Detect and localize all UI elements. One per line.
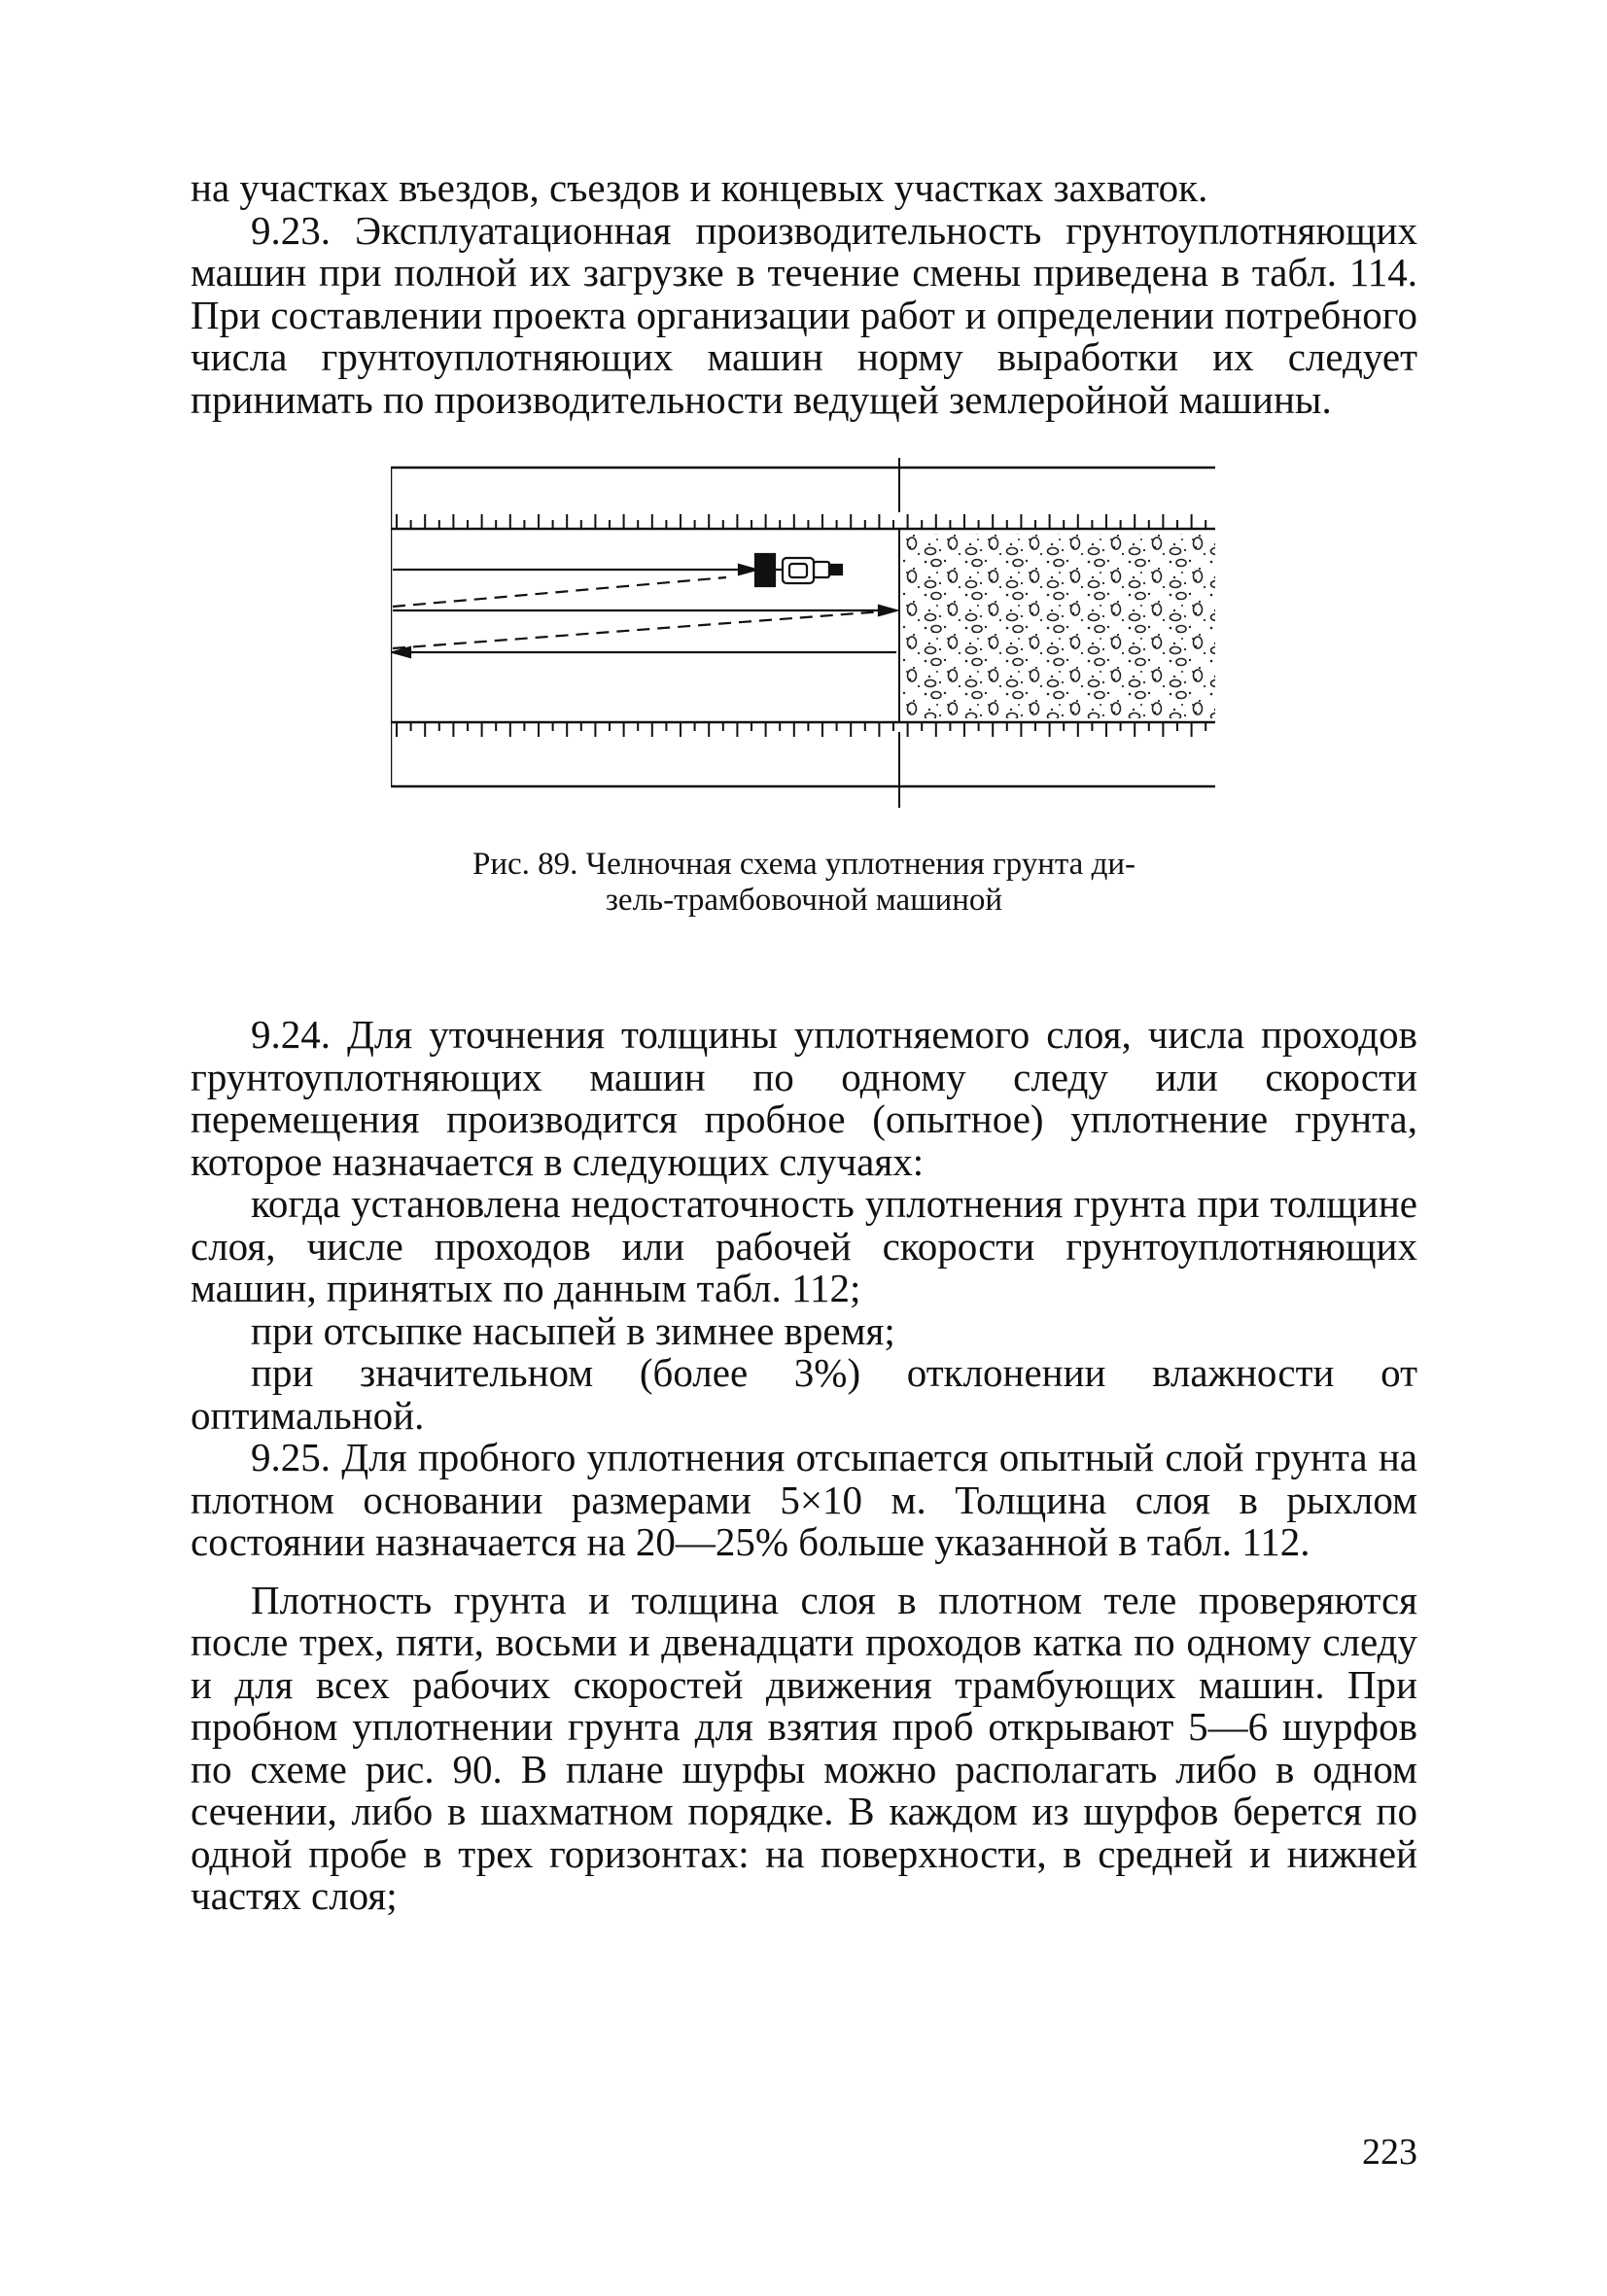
section-text: Эксплуатационная производительность грунтоуплотняющих машин при полной их загрузке в течение смены приведена в табл. 114. При составлении проекта организации работ и определении потребного числа грунтоуплотняющих машин норму выработки их следует принимать по производительности ведущей землеройной машины. [191,207,1417,422]
bottom-tick-marks [397,722,1205,737]
page-text [191,167,1417,1918]
section-9-23 [191,207,1417,422]
page-number: 223 [1362,2132,1417,2173]
intro-line: на участках въездов, съездов и концевых участках захваток. [191,165,1208,210]
case-item: когда установлена недостаточность уплотнения грунта при толщине слоя, числе проходов или рабочей скорости грунтоуплотняющих машин, принятых по данным табл. 112; [191,1181,1417,1310]
section-9-24 [191,1014,1417,1183]
section-number: 9.23. [251,207,331,253]
figure-89 [191,440,1417,1014]
final-paragraph: Плотность грунта и толщина слоя в плотном теле проверяются после трех, пяти, восьми и двенадцати проходов катка по одному следу и для всех рабочих скоростей движения трамбующих машин. При пробном уплотнении грунта для взятия проб открывают 5—6 шурфов по схеме рис. 90. В плане шурфы можно располагать либо в одном сечении, либо в шахматном порядке. В каждом из шурфов берется по одной пробе в трех горизонтах: на поверхности, в средней и нижней частях слоя; [191,1577,1417,1918]
section-text: Для уточнения толщины уплотняемого слоя, числа проходов грунтоуплотняющих машин по одному следу или скорости перемещения производится пробное (опытное) уплотнение грунта, которое назначается в следующих случаях: [191,1012,1417,1184]
caption-line-2: зель-трамбовочной машиной [605,883,1003,918]
top-tick-marks [397,514,1205,529]
shuttle-path-lines [393,565,896,657]
caption-line-1: Рис. 89. Челночная схема уплотнения грунта ди- [472,847,1136,882]
section-number: 9.25. [251,1435,331,1479]
section-text: Для пробного уплотнения отсыпается опытный слой грунта на плотном основании размерами 5×10 м. Толщина слоя в рыхлом состоянии назначается на 20—25% больше указанной в табл. 112. [191,1435,1418,1564]
figure-caption [191,847,1417,919]
compaction-scheme-diagram [391,458,1217,847]
case-item: при значительном (более 3%) отклонении влажности от оптимальной. [191,1350,1417,1438]
loose-soil-area [901,534,1215,718]
section-number: 9.24. [251,1012,331,1057]
case-item: при отсыпке насыпей в зимнее время; [251,1307,895,1353]
section-9-25 [191,1437,1417,1564]
tamping-machine-icon [755,554,842,586]
